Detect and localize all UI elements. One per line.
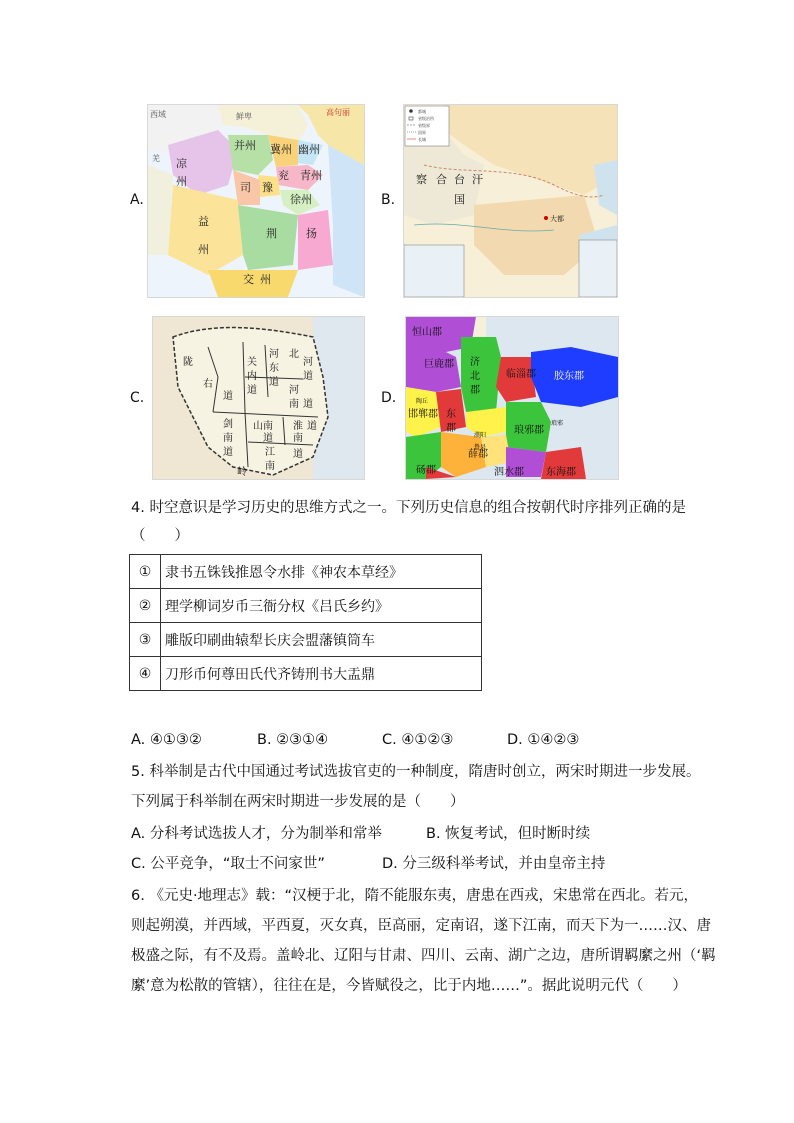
map-a-han-provinces[interactable] xyxy=(147,104,365,298)
region-label: 幽州 xyxy=(298,143,320,156)
region-label: 州 xyxy=(198,243,209,256)
foreign-label: 西域 xyxy=(150,110,166,119)
region-label: 并州 xyxy=(234,139,256,152)
region-label: 道 xyxy=(307,421,317,432)
region-label: 冀州 xyxy=(270,143,292,156)
legend-item: 省级治所 xyxy=(418,116,434,121)
region-label: 薛郡 xyxy=(468,449,488,460)
region-label: 台 xyxy=(454,173,465,186)
region-label: 淮 xyxy=(293,421,303,432)
foreign-label: 羌 xyxy=(152,154,160,163)
q5-option-b[interactable]: B. 恢复考试，但时断时续 xyxy=(426,826,591,842)
row-text: 刀形币何尊田氏代齐铸刑书大盂鼎 xyxy=(161,657,482,691)
region-label: 东海郡 xyxy=(546,467,576,478)
q4-stem: 4. 时空意识是学习历史的思维方式之一。下列历史信息的组合按朝代时序排列正确的是 xyxy=(131,500,686,516)
region-label: 益 xyxy=(198,215,209,228)
q5-stem-line2: 下列属于科举制在两宋时期进一步发展的是（ ） xyxy=(131,794,465,810)
region-label: 豫 xyxy=(262,181,273,194)
place-label: 濮阳 xyxy=(474,432,487,439)
q6-stem-line3: 极盛之际，有不及焉。盖岭北、辽阳与甘肃、四川、云南、湖广之边，唐所谓羁縻之州（‘羁 xyxy=(131,948,716,964)
row-number: ① xyxy=(130,555,161,589)
table-row xyxy=(130,623,482,657)
row-text: 雕版印刷曲辕犁长庆会盟藩镇筒车 xyxy=(161,623,482,657)
region-label: 恒山郡 xyxy=(412,327,442,338)
region-label: 察 xyxy=(416,173,427,186)
region-label: 道 xyxy=(303,371,313,382)
q4-option-c[interactable]: C. ④①②③ xyxy=(382,732,454,748)
legend-item: 长城 xyxy=(418,137,426,142)
region-label: 河 xyxy=(269,349,279,360)
region-label: 交 xyxy=(243,273,254,286)
region-label: 琅邪郡 xyxy=(514,425,544,436)
q6-stem-line2: 则起朔漠，并西域，平西夏，灭女真，臣高丽，定南诏，遂下江南，而天下为一……汉、唐 xyxy=(131,918,711,934)
q6-stem-line1: 6. 《元史·地理志》载：“汉梗于北，隋不能服东夷，唐患在西戎，宋患常在西北。若元， xyxy=(131,888,699,904)
region-label: 关 xyxy=(247,357,257,368)
region-label: 汗 xyxy=(472,173,483,186)
region-label: 合 xyxy=(436,173,447,186)
region-label: 郡 xyxy=(446,423,456,434)
row-number: ③ xyxy=(130,623,161,657)
option-c-label[interactable]: C. xyxy=(130,390,145,406)
legend-item: 国界 xyxy=(418,130,426,135)
region-label: 兖 xyxy=(278,169,289,182)
region-label: 凉 xyxy=(176,157,187,170)
map-c-tang-circuits[interactable] xyxy=(152,316,365,480)
region-label: 胶东郡 xyxy=(554,371,584,382)
option-b-label[interactable]: B. xyxy=(381,192,396,208)
option-d-label[interactable]: D. xyxy=(381,390,397,406)
q4-sequence-table xyxy=(129,554,482,691)
row-text: 隶书五铢钱推恩令水排《神农本草经》 xyxy=(161,555,482,589)
table-row xyxy=(130,555,482,589)
region-label: 道 xyxy=(263,433,273,444)
map-b-yuan[interactable] xyxy=(403,104,618,298)
region-label: 州 xyxy=(176,175,187,188)
region-label: 东 xyxy=(446,409,456,420)
region-label: 河 xyxy=(289,385,299,396)
region-label: 陇 xyxy=(183,357,193,368)
region-label: 巨鹿郡 xyxy=(424,359,454,370)
legend-item: 都城 xyxy=(418,109,426,114)
table-row xyxy=(130,657,482,691)
region-label: 道 xyxy=(247,385,257,396)
table-row xyxy=(130,589,482,623)
q5-stem-line1: 5. 科举制是古代中国通过考试选拔官吏的一种制度，隋唐时创立，两宋时期进一步发展。 xyxy=(131,764,701,780)
q4-answer-paren: （ ） xyxy=(131,528,189,544)
region-label: 道 xyxy=(223,447,233,458)
place-label: 鲁县 xyxy=(474,444,487,451)
region-label: 内 xyxy=(247,371,257,382)
place-label: 陶丘 xyxy=(416,398,429,405)
row-text: 理学柳词岁币三衙分权《吕氏乡约》 xyxy=(161,589,482,623)
region-label: 剑 xyxy=(223,419,233,430)
region-label: 道 xyxy=(303,399,313,410)
q5-option-c[interactable]: C. 公平竞争，“取士不问家世” xyxy=(131,856,325,872)
region-label: 江 xyxy=(265,447,275,458)
region-label: 道 xyxy=(293,449,303,460)
row-number: ② xyxy=(130,589,161,623)
q5-option-a[interactable]: A. 分科考试选拔人才，分为制举和常举 xyxy=(131,826,382,842)
row-number: ④ xyxy=(130,657,161,691)
region-label: 南 xyxy=(223,433,233,444)
region-label: 南 xyxy=(265,461,275,472)
q6-stem-line4: 縻’意为松散的管辖），往往在是，今皆赋役之，比于内地……”。据此说明元代（ ） xyxy=(131,978,687,994)
region-label: 北 xyxy=(470,371,480,382)
city-label: 大都 xyxy=(550,215,564,223)
region-label: 徐州 xyxy=(290,193,312,206)
region-label: 扬 xyxy=(306,227,317,240)
region-label: 河 xyxy=(303,357,313,368)
region-label: 州 xyxy=(260,273,271,286)
region-label: 泗水郡 xyxy=(494,467,524,478)
map-d-qin-commanderies[interactable] xyxy=(405,316,619,480)
region-label: 右 xyxy=(203,379,213,390)
region-label: 邯郸郡 xyxy=(408,409,438,420)
region-label: 国 xyxy=(454,193,465,206)
region-label: 北 xyxy=(289,349,299,360)
region-label: 临淄郡 xyxy=(506,369,536,380)
region-label: 道 xyxy=(269,377,279,388)
region-label: 司 xyxy=(240,181,251,194)
q5-option-d[interactable]: D. 分三级科举考试，并由皇帝主持 xyxy=(382,856,606,872)
region-label: 岭 xyxy=(237,467,247,478)
foreign-label: 鲜卑 xyxy=(236,112,252,121)
region-label: 道 xyxy=(223,391,233,402)
region-label: 南 xyxy=(289,399,299,410)
region-label: 砀郡 xyxy=(416,465,436,476)
q4-option-a[interactable]: A. ④①③② xyxy=(131,732,202,748)
region-label: 山南 xyxy=(253,421,273,432)
legend-item: 省级界 xyxy=(418,123,430,128)
region-label: 济 xyxy=(470,357,480,368)
q4-option-b[interactable]: B. ②③①④ xyxy=(257,732,329,748)
region-label: 东 xyxy=(269,363,279,374)
foreign-label: 高句丽 xyxy=(326,108,350,117)
option-a-label[interactable]: A. xyxy=(130,192,144,208)
region-label: 郡 xyxy=(470,385,480,396)
place-label: 琅邪 xyxy=(551,420,564,427)
region-label: 青州 xyxy=(300,169,322,182)
q4-option-d[interactable]: D. ①④②③ xyxy=(507,732,580,748)
region-label: 荆 xyxy=(266,227,277,240)
region-label: 南 xyxy=(293,433,303,444)
